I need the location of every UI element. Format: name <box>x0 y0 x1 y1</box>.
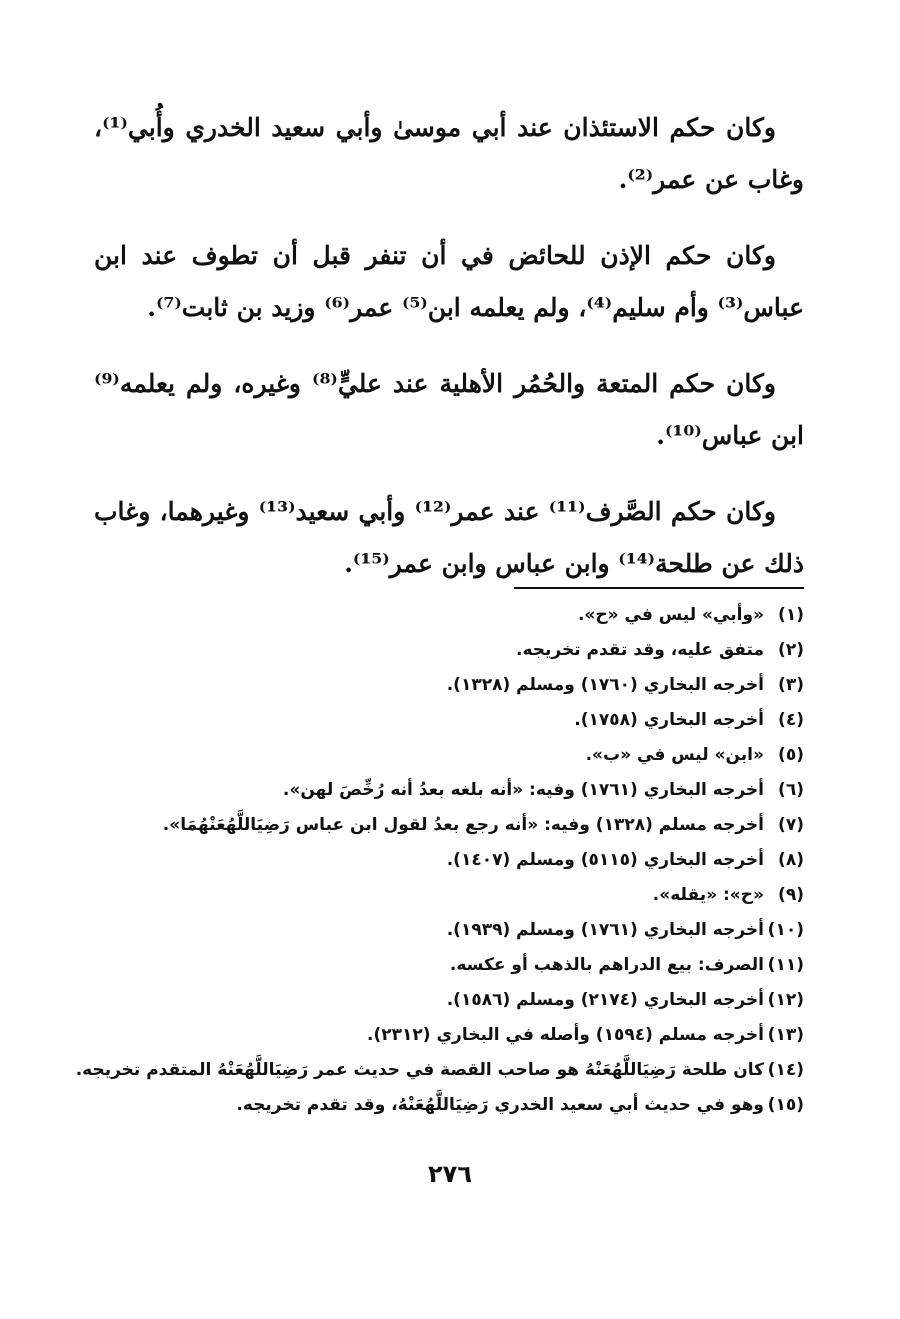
footnote-number: (١٢) <box>767 990 804 1010</box>
footnote-text: أخرجه البخاري (١٧٦١) وفيه: «أنه بلغه بعدُ أنه رُخِّصَ لهن». <box>282 780 764 800</box>
footnote-text: كان طلحة رَضِيَاللَّهُعَنْهُ هو صاحب القصة في حديث عمر رَضِيَاللَّهُعَنْهُ المتقدم تخريجه. <box>75 1060 764 1080</box>
footnote-number: (١) <box>778 605 804 625</box>
page-number: ٢٧٦ <box>428 1160 472 1188</box>
footnote-7 <box>84 815 804 850</box>
footnote-text: أخرجه البخاري (٢١٧٤) ومسلم (١٥٨٦). <box>446 990 764 1010</box>
footnote-number: (١٤) <box>767 1060 804 1080</box>
paragraph-3: وكان حكم المتعة والحُمُر الأهلية عند عليٍّ⁽⁸⁾ وغيره، ولم يعلمه⁽⁹⁾ ابن عباس⁽¹⁰⁾. <box>94 369 804 450</box>
footnote-number: (٧) <box>778 815 804 835</box>
footnote-text: أخرجه البخاري (٥١١٥) ومسلم (١٤٠٧). <box>446 850 764 870</box>
footnote-10 <box>84 920 804 955</box>
footnote-text: متفق عليه، وقد تقدم تخريجه. <box>516 640 764 660</box>
footnote-number: (٢) <box>778 640 804 660</box>
main-text <box>94 102 804 614</box>
footnote-3 <box>84 675 804 710</box>
footnote-4 <box>84 710 804 745</box>
footnote-13 <box>84 1025 804 1060</box>
footnote-text: أخرجه البخاري (١٧٦١) ومسلم (١٩٣٩). <box>446 920 764 940</box>
footnotes-list <box>75 605 804 1130</box>
footnote-number: (٥) <box>778 745 804 765</box>
footnote-text: وهو في حديث أبي سعيد الخدري رَضِيَاللَّهُعَنْهُ، وقد تقدم تخريجه. <box>236 1095 764 1115</box>
footnote-number: (١١) <box>767 955 804 975</box>
footnote-2 <box>84 640 804 675</box>
footnote-separator <box>514 587 804 589</box>
footnote-15 <box>84 1095 804 1130</box>
paragraph-2: وكان حكم الإذن للحائض في أن تنفر قبل أن تطوف عند ابن عباس⁽³⁾ وأم سليم⁽⁴⁾، ولم يعلمه ابن⁽⁵⁾ عمر⁽⁶⁾ وزيد بن ثابت⁽⁷⁾. <box>94 241 804 322</box>
footnote-number: (١٣) <box>767 1025 804 1045</box>
footnote-text: «وأبي» ليس في «ح». <box>577 605 764 625</box>
footnote-text: أخرجه البخاري (١٧٦٠) ومسلم (١٣٢٨). <box>446 675 764 695</box>
footnote-12 <box>84 990 804 1025</box>
footnote-number: (٨) <box>778 850 804 870</box>
footnote-number: (١٠) <box>767 920 804 940</box>
footnote-number: (٩) <box>778 885 804 905</box>
footnote-8 <box>84 850 804 885</box>
footnote-11 <box>84 955 804 990</box>
footnote-9 <box>84 885 804 920</box>
footnote-number: (٦) <box>778 780 804 800</box>
footnote-5 <box>84 745 804 780</box>
footnote-text: الصرف: بيع الدراهم بالذهب أو عكسه. <box>449 955 764 975</box>
footnote-number: (٣) <box>778 675 804 695</box>
paragraph-4: وكان حكم الصَّرف⁽¹¹⁾ عند عمر⁽¹²⁾ وأبي سعيد⁽¹³⁾ وغيرهما، وغاب ذلك عن طلحة⁽¹⁴⁾ وابن عباس وابن عمر⁽¹⁵⁾. <box>94 497 804 578</box>
footnote-text: «ح»: «يقله». <box>652 885 764 905</box>
footnote-text: أخرجه البخاري (١٧٥٨). <box>574 710 764 730</box>
paragraph-1: وكان حكم الاستئذان عند أبي موسىٰ وأبي سعيد الخدري وأُبي⁽¹⁾، وغاب عن عمر⁽²⁾. <box>94 113 804 194</box>
footnote-14 <box>75 1060 804 1095</box>
footnote-number: (١٥) <box>767 1095 804 1115</box>
footnote-1 <box>84 605 804 640</box>
footnote-number: (٤) <box>778 710 804 730</box>
footnote-text: «ابن» ليس في «ب». <box>585 745 764 765</box>
footnote-6 <box>84 780 804 815</box>
footnote-text: أخرجه مسلم (١٥٩٤) وأصله في البخاري (٢٣١٢). <box>367 1025 764 1045</box>
footnote-text: أخرجه مسلم (١٣٢٨) وفيه: «أنه رجع بعدُ لقول ابن عباس رَضِيَاللَّهُعَنْهُمَا». <box>162 815 764 835</box>
